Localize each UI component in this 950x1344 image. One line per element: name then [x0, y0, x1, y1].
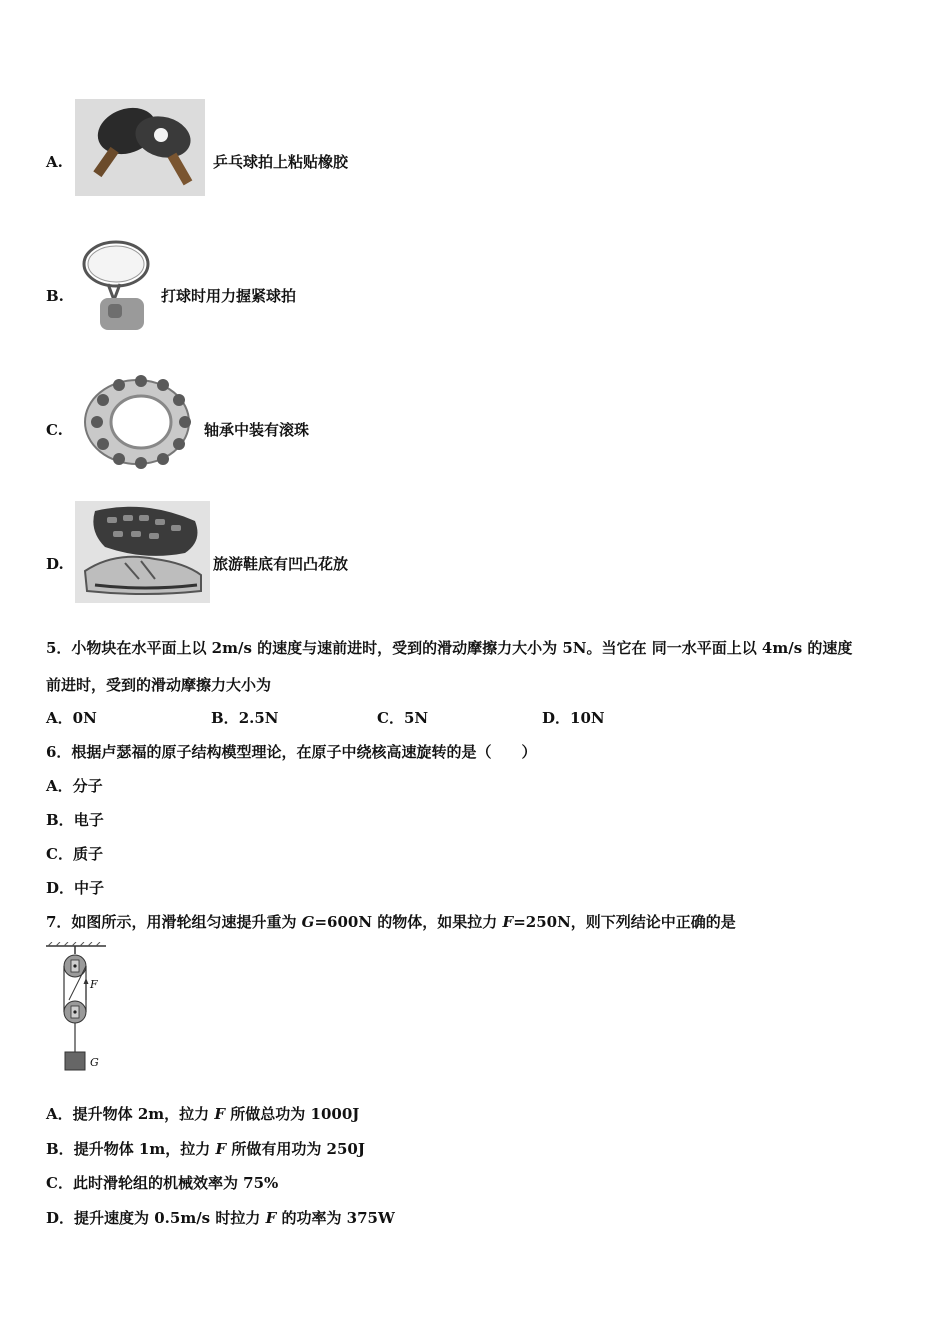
option-letter: A. [46, 153, 63, 171]
option-text: 10N [570, 709, 605, 727]
option-text: 0N [72, 709, 97, 727]
option-text: 分子 [72, 777, 103, 795]
q7-option-b[interactable] [46, 1139, 365, 1159]
option-letter: C． [377, 709, 404, 727]
option-text: 中子 [74, 879, 105, 897]
option-letter: A． [46, 709, 73, 727]
option-letter: B. [46, 287, 64, 305]
ball-bearing-icon [75, 374, 199, 471]
option-var: F [214, 1105, 226, 1123]
q5-option-c[interactable] [377, 708, 428, 728]
q7-stem-part: 7．如图所示，用滑轮组匀速提升重为 [46, 913, 302, 931]
option-text: 此时滑轮组的机械效率为 75% [72, 1174, 279, 1192]
q5-stem-line1: 5．小物块在水平面上以 2m/s 的速度与速前进时，受到的滑动摩擦力大小为 5N。当它在 同一水平面上以 4m/s 的速度 [46, 639, 853, 657]
option-letter: D. [46, 555, 64, 573]
q6-stem: 6．根据卢瑟福的原子结构模型理论，在原子中绕核高速旋转的是（ ） [46, 743, 537, 761]
option-text: 所做有用功为 250J [226, 1140, 365, 1158]
option-text: 旅游鞋底有凹凸花放 [213, 555, 349, 573]
weight-label: G [90, 1056, 99, 1069]
q6-option-a[interactable] [46, 776, 103, 796]
option-letter: B． [46, 811, 74, 829]
option-letter: D． [46, 879, 75, 897]
option-text: 轴承中装有滚珠 [204, 421, 310, 439]
tennis-racket-grip-icon [78, 238, 154, 331]
option-text: 提升速度为 0.5m/s 时拉力 [74, 1209, 266, 1227]
option-letter: C． [46, 1174, 73, 1192]
option-text: 质子 [72, 845, 103, 863]
option-letter: D． [542, 709, 571, 727]
sneaker-sole-icon [75, 501, 210, 603]
option-text: 5N [403, 709, 429, 727]
option-letter: C． [46, 845, 73, 863]
q5-option-b[interactable] [211, 708, 279, 728]
option-var: F [265, 1209, 277, 1227]
q5-stem-line2: 前进时，受到的滑动摩擦力大小为 [46, 676, 272, 694]
q7-option-c[interactable] [46, 1173, 278, 1193]
option-letter: B． [211, 709, 239, 727]
pulley-diagram [44, 942, 114, 1074]
option-var: F [215, 1140, 227, 1158]
option-text: 的功率为 375W [276, 1209, 395, 1227]
force-label: F [90, 978, 98, 991]
option-text: 打球时用力握紧球拍 [161, 287, 297, 305]
option-letter: A． [46, 1105, 73, 1123]
q6-option-b[interactable] [46, 810, 104, 830]
q7-option-a[interactable] [46, 1104, 359, 1124]
q7-stem-part: =600N 的物体，如果拉力 [314, 913, 503, 931]
option-letter: C. [46, 421, 63, 439]
option-text: 提升物体 2m，拉力 [72, 1105, 215, 1123]
q7-stem-var-f: F [502, 913, 514, 931]
q7-stem-var-g: G [301, 913, 315, 931]
option-text: 乒乓球拍上粘贴橡胶 [213, 153, 349, 171]
q7-option-d[interactable] [46, 1208, 395, 1228]
option-text: 所做总功为 1000J [225, 1105, 360, 1123]
option-text: 提升物体 1m，拉力 [73, 1140, 216, 1158]
option-letter: B． [46, 1140, 74, 1158]
option-text: 电子 [73, 811, 104, 829]
q7-stem [46, 912, 736, 932]
q7-stem-part: =250N，则下列结论中正确的是 [513, 913, 736, 931]
q6-option-c[interactable] [46, 844, 103, 864]
ping-pong-paddles-icon [75, 99, 205, 196]
q5-option-d[interactable] [542, 708, 605, 728]
option-text: 2.5N [238, 709, 279, 727]
option-letter: D． [46, 1209, 75, 1227]
option-letter: A． [46, 777, 73, 795]
q5-option-a[interactable] [46, 708, 97, 728]
q6-option-d[interactable] [46, 878, 104, 898]
